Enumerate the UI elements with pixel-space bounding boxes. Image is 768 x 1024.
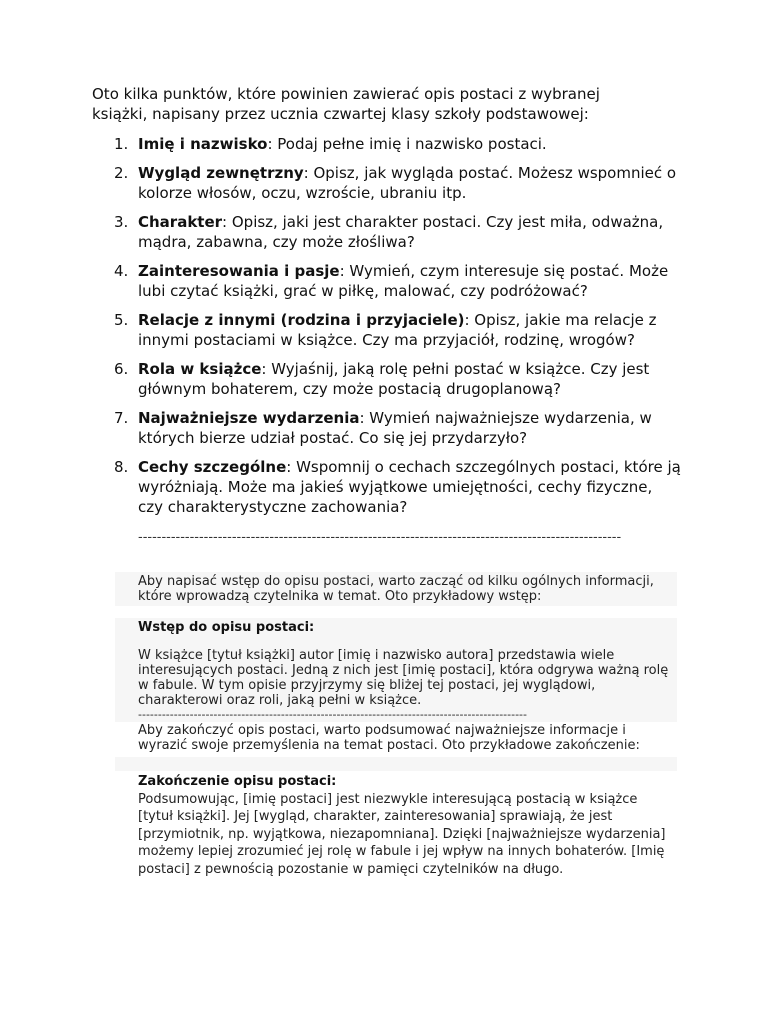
item-number: 1.: [114, 135, 129, 153]
item-text: : Opisz, jaki jest charakter postaci. Czy jest miła, odważna, mądra, zabawna, czy może złośliwa?: [138, 213, 664, 251]
intro-text: Oto kilka punktów, które powinien zawierać opis postaci z wybranej książki, napisany przez ucznia czwartej klasy szkoły podstawowej:: [92, 85, 600, 123]
list-item: [92, 359, 682, 399]
item-title: Charakter: [138, 213, 223, 231]
list-item: [92, 310, 682, 350]
item-number: 2.: [114, 164, 129, 182]
item-title: Cechy szczególne: [138, 458, 287, 476]
intro-heading: Wstęp do opisu postaci:: [138, 620, 315, 635]
item-title: Relacje z innymi (rodzina i przyjaciele): [138, 311, 465, 329]
list-item: [92, 408, 682, 448]
item-title: Imię i nazwisko: [138, 135, 268, 153]
separator-line: --------------------------------------------------------------------------------------------------: [138, 708, 527, 721]
intro-paragraph: Aby napisać wstęp do opisu postaci, warto zacząć od kilku ogólnych informacji, które wprowadzą czytelnika w temat. Oto przykładowy wstęp:: [138, 574, 654, 604]
item-text: : Podaj pełne imię i nazwisko postaci.: [267, 135, 547, 153]
ending-example: Podsumowując, [imię postaci] jest niezwykle interesującą postacią w książce [tytuł książki]. Jej [wygląd, charakter, zainteresowania] sprawiają, że jest [przymiotnik, np. wyjątkowa, niezapomniana]. Dzięki [najważniejsze wydarzenia] możemy lepiej zrozumieć jej rolę w fabule i jej wpływ na innych bohaterów. [Imię postaci] z pewnością pozostanie w pamięci czytelników na długo.: [138, 792, 666, 877]
intro-example: W książce [tytuł książki] autor [imię i nazwisko autora] przedstawia wiele interesujących postaci. Jedną z nich jest [imię postaci], która odgrywa ważną rolę w fabule. W tym opisie przyjrzymy się bliżej tej postaci, jej wyglądowi, charakterowi oraz roli, jaką pełni w książce.: [138, 648, 669, 708]
list-item: [92, 212, 682, 252]
list-item: [92, 457, 682, 517]
item-number: 7.: [114, 409, 129, 427]
item-number: 6.: [114, 360, 129, 378]
ending-paragraph: Aby zakończyć opis postaci, warto podsumować najważniejsze informacje i wyrazić swoje przemyślenia na temat postaci. Oto przykładowe zakończenie:: [138, 723, 640, 753]
item-text: : Opisz, jak wygląda postać. Możesz wspomnieć o kolorze włosów, oczu, wzroście, ubraniu itp.: [138, 164, 677, 202]
item-title: Zainteresowania i pasje: [138, 262, 340, 280]
ending-heading: Zakończenie opisu postaci:: [138, 774, 337, 789]
list-item: [92, 261, 682, 301]
item-text: : Wyjaśnij, jaką rolę pełni postać w książce. Czy jest głównym bohaterem, czy może postacią drugoplanową?: [138, 360, 650, 398]
item-text: : Opisz, jakie ma relacje z innymi postaciami w książce. Czy ma przyjaciół, rodzinę, wrogów?: [138, 311, 657, 349]
item-text: : Wymień najważniejsze wydarzenia, w których bierze udział postać. Co się jej przydarzyło?: [138, 409, 652, 447]
item-text: : Wymień, czym interesuje się postać. Może lubi czytać książki, grać w piłkę, malować, czy podróżować?: [138, 262, 669, 300]
ending-heading-background: [115, 757, 677, 771]
item-number: 3.: [114, 213, 129, 231]
points-list: [92, 134, 682, 526]
item-text: : Wspomnij o cechach szczególnych postaci, które ją wyróżniają. Może ma jakieś wyjątkowe umiejętności, cechy fizyczne, czy charakterystyczne zachowania?: [138, 458, 681, 516]
list-item: [92, 163, 682, 203]
item-title: Najważniejsze wydarzenia: [138, 409, 360, 427]
item-title: Wygląd zewnętrzny: [138, 164, 304, 182]
item-title: Rola w książce: [138, 360, 262, 378]
list-item: [92, 134, 682, 154]
item-number: 4.: [114, 262, 129, 280]
item-number: 8.: [114, 458, 129, 476]
separator-line: -------------------------------------------------------------------------------------------------------: [138, 530, 622, 545]
item-number: 5.: [114, 311, 129, 329]
